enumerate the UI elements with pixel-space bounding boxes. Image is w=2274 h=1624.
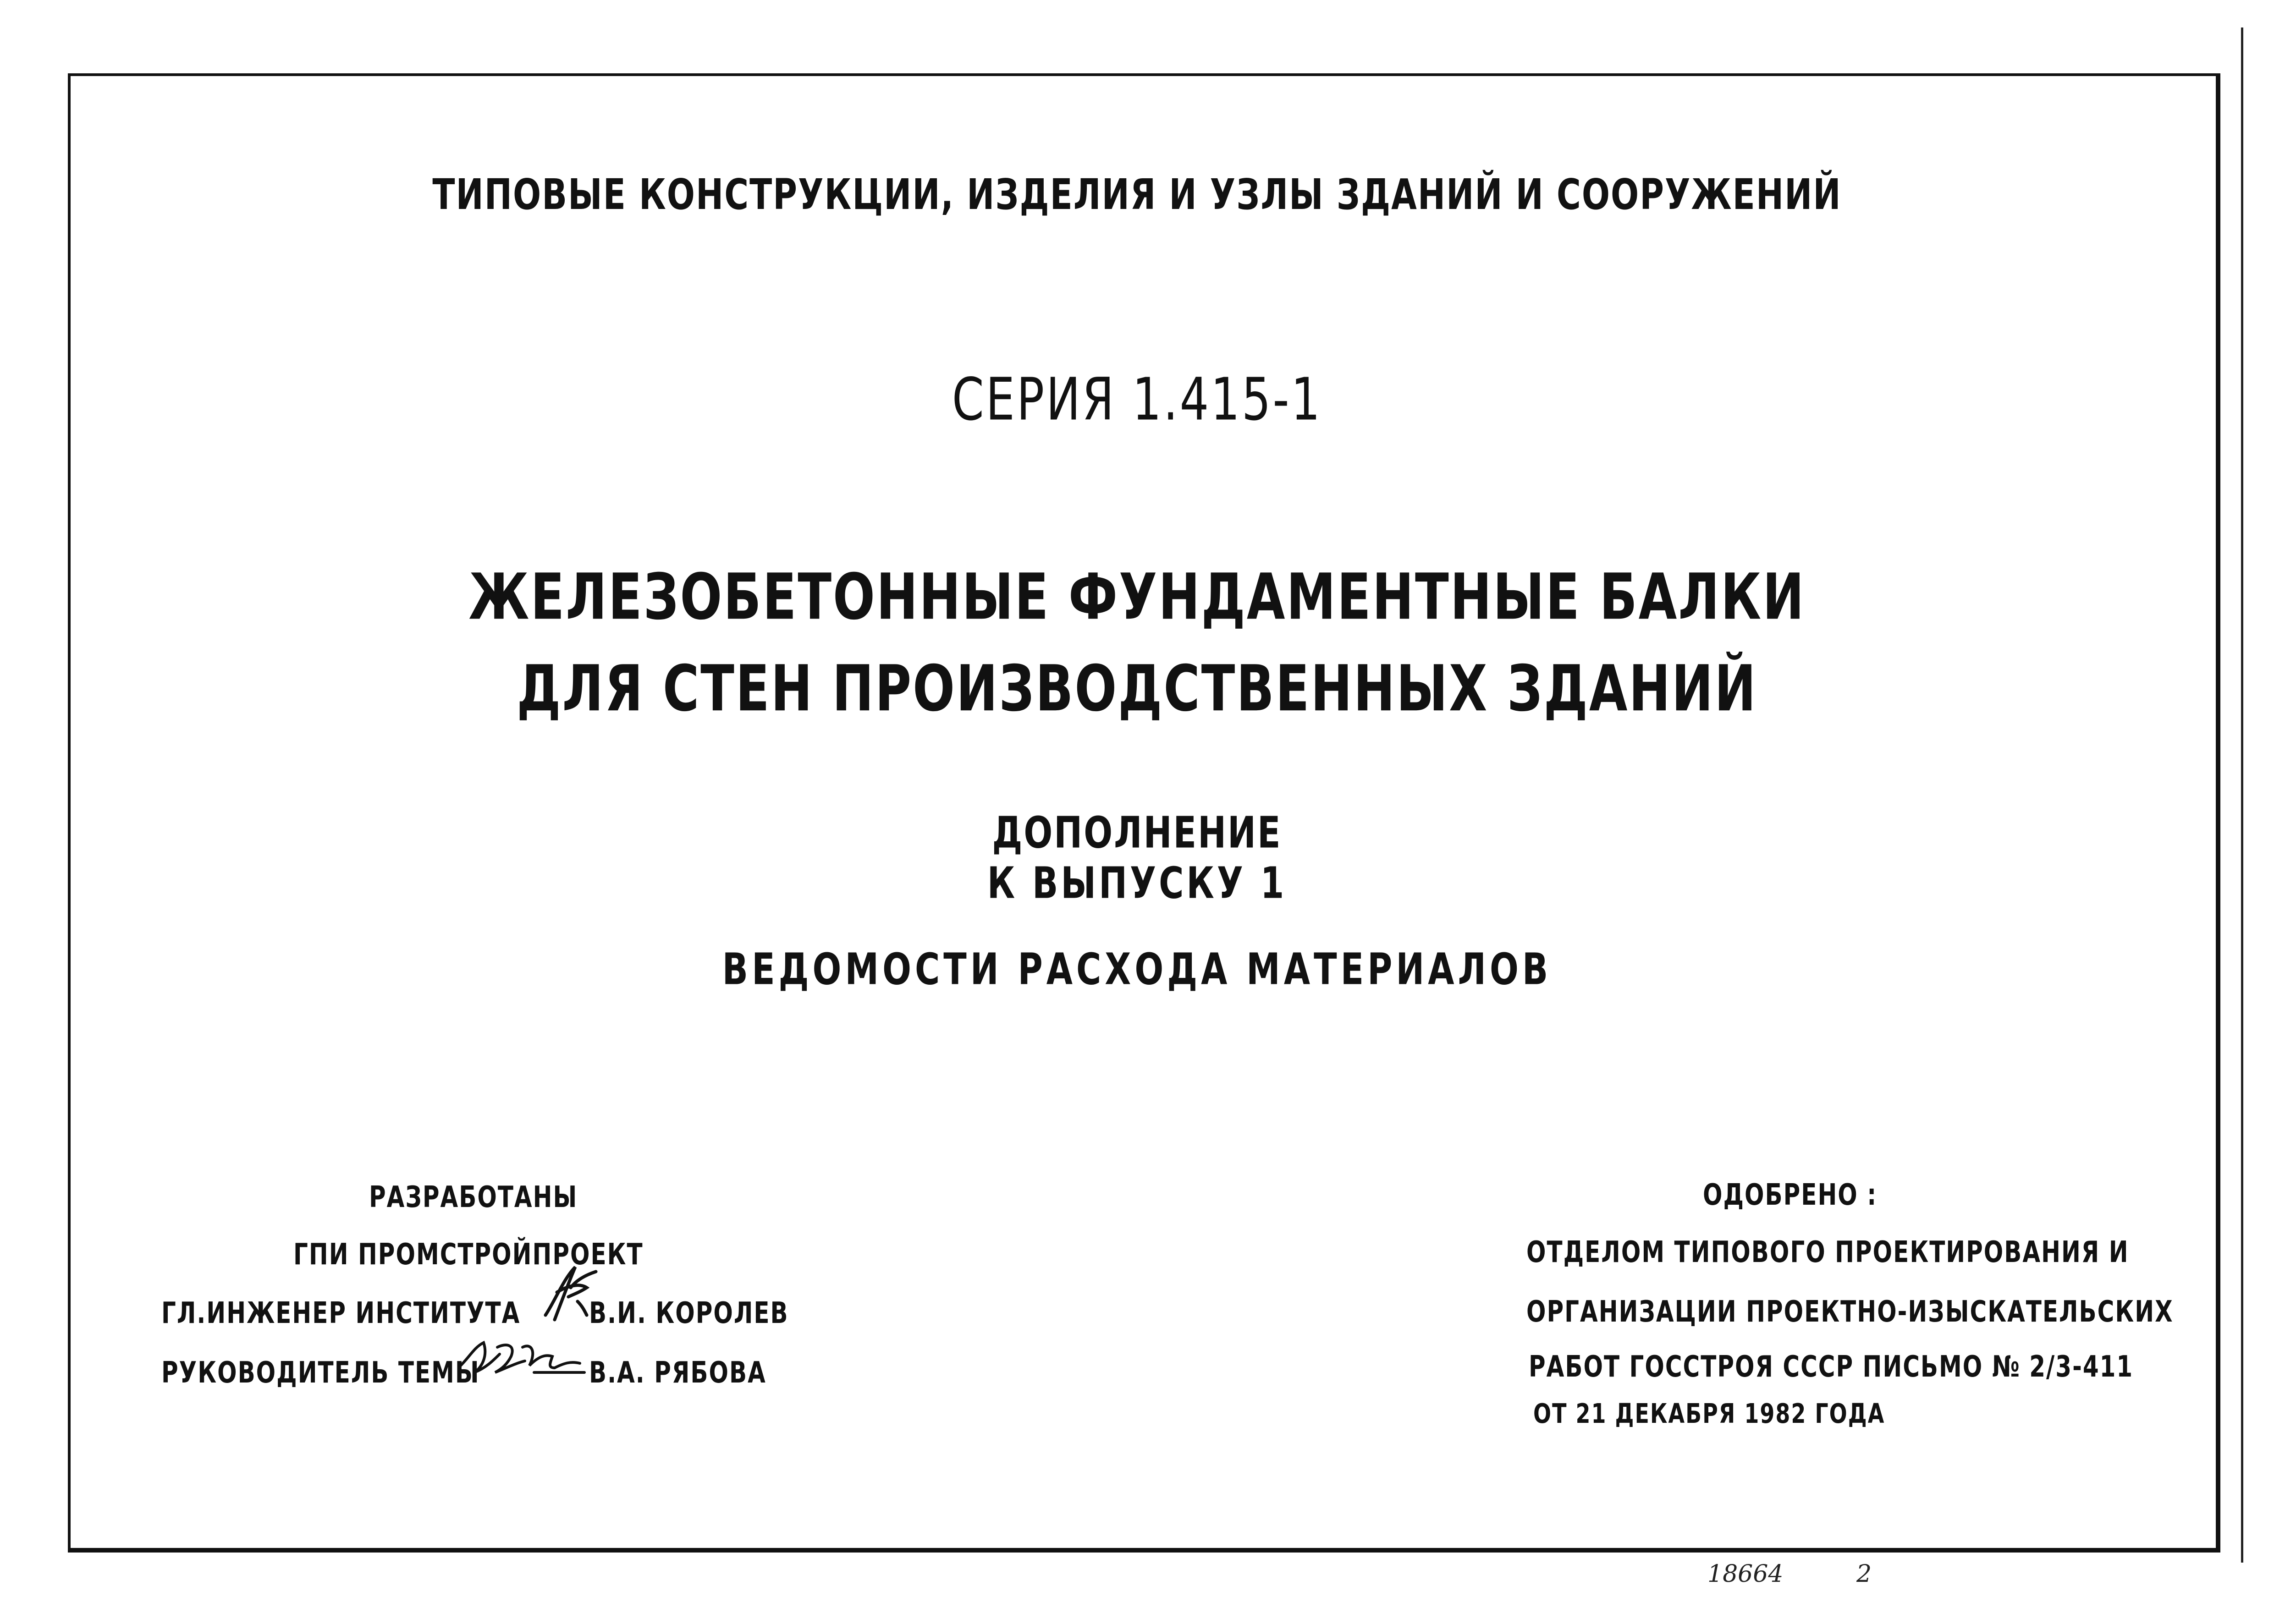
supplement-line-2: К ВЫПУСКУ 1 — [987, 858, 1287, 909]
developed-heading: РАЗРАБОТАНЫ — [369, 1180, 578, 1214]
supplement-line-1: ДОПОЛНЕНИЕ — [992, 807, 1282, 858]
chief-engineer-name: В.И. КОРОЛЕВ — [589, 1295, 789, 1330]
developer-organization: ГПИ ПРОМСТРОЙПРОЕКТ — [293, 1237, 644, 1272]
header-text: ТИПОВЫЕ КОНСТРУКЦИИ, ИЗДЕЛИЯ И УЗЛЫ ЗДАНИЙ И СООРУЖЕНИЙ — [432, 170, 1842, 219]
approved-line-4: ОТ 21 ДЕКАБРЯ 1982 ГОДА — [1533, 1397, 1885, 1429]
scan-edge-line — [2241, 27, 2243, 1563]
approved-line-1: ОТДЕЛОМ ТИПОВОГО ПРОЕКТИРОВАНИЯ И — [1526, 1234, 2129, 1269]
topic-lead-signature — [456, 1329, 589, 1388]
sheet-number: 2 — [1856, 1560, 1872, 1588]
document-number: 18664 — [1707, 1560, 1784, 1588]
approved-line-3: РАБОТ ГОССТРОЯ СССР ПИСЬМО № 2/3-411 — [1529, 1349, 2134, 1384]
series-title: СЕРИЯ 1.415-1 — [952, 365, 1322, 434]
chief-engineer-role: ГЛ.ИНЖЕНЕР ИНСТИТУТА — [161, 1295, 521, 1330]
main-title-line-1: ЖЕЛЕЗОБЕТОННЫЕ ФУНДАМЕНТНЫЕ БАЛКИ — [468, 560, 1806, 634]
topic-lead-role: РУКОВОДИТЕЛЬ ТЕМЫ — [161, 1355, 480, 1390]
chief-engineer-signature — [536, 1260, 600, 1329]
topic-lead-name: В.А. РЯБОВА — [589, 1355, 766, 1390]
main-title-line-2: ДЛЯ СТЕН ПРОИЗВОДСТВЕННЫХ ЗДАНИЙ — [517, 652, 1757, 726]
document-subtitle: ВЕДОМОСТИ РАСХОДА МАТЕРИАЛОВ — [722, 944, 1552, 995]
approved-line-2: ОРГАНИЗАЦИИ ПРОЕКТНО-ИЗЫСКАТЕЛЬСКИХ — [1526, 1294, 2174, 1329]
approved-heading: ОДОБРЕНО : — [1703, 1177, 1878, 1212]
